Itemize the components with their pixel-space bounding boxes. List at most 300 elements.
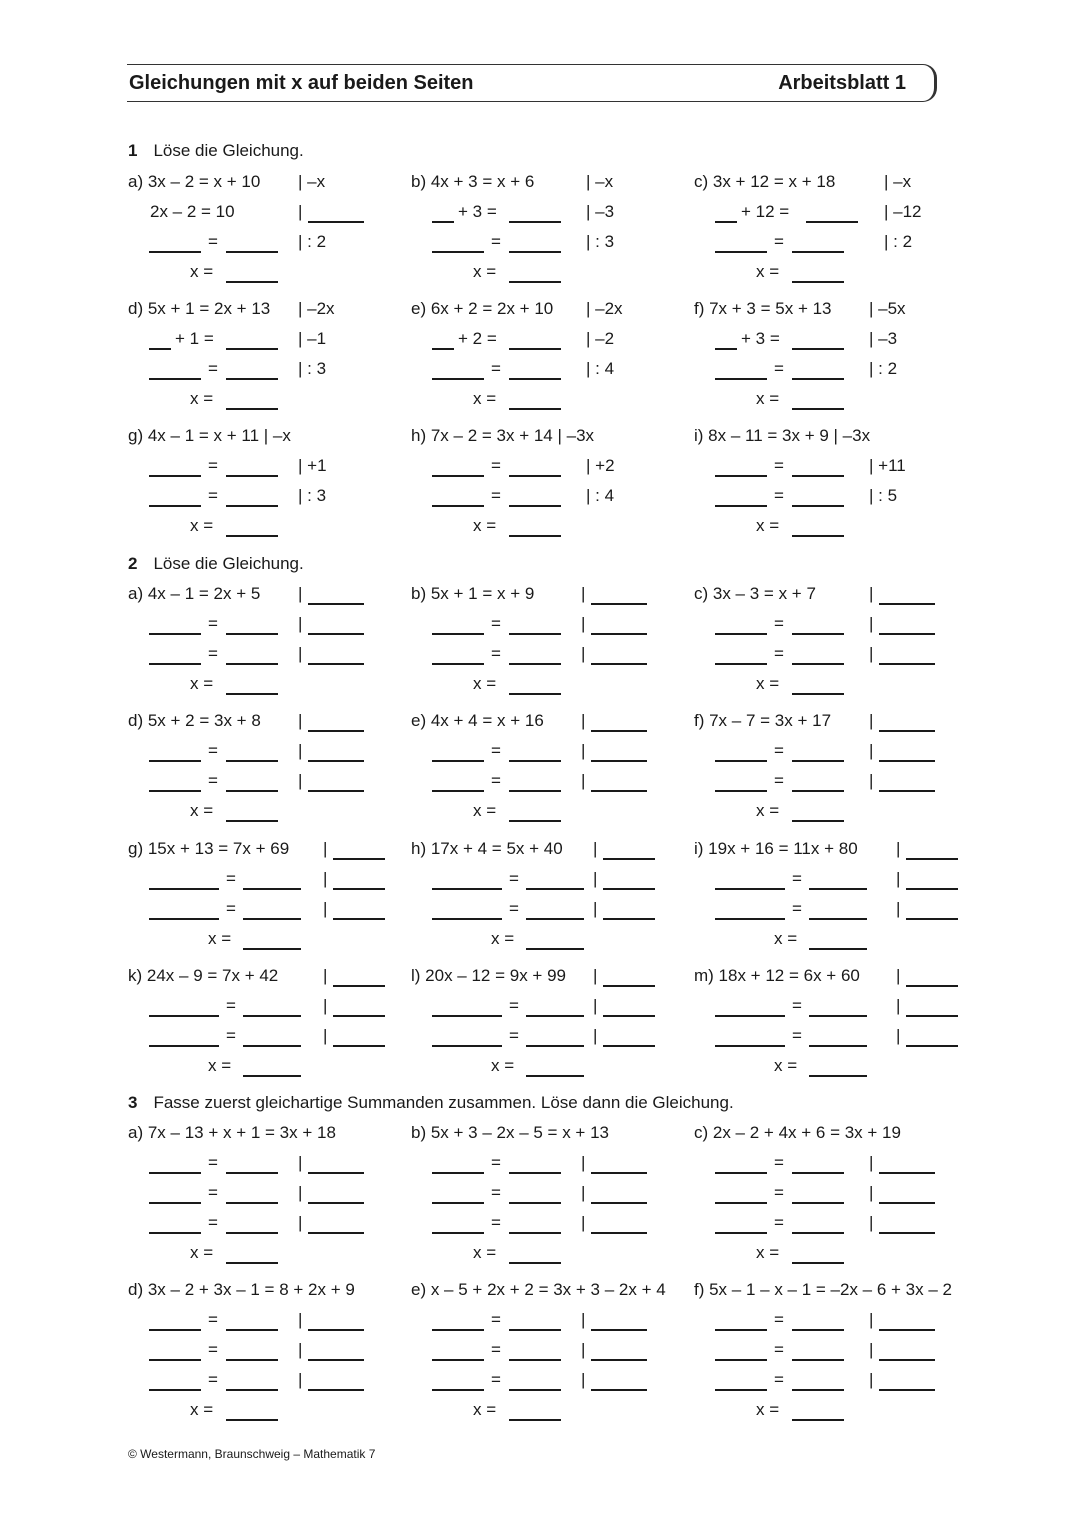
answer-blank[interactable] bbox=[509, 1359, 561, 1361]
operation-bar: | bbox=[593, 839, 598, 858]
operation-bar: | bbox=[896, 1026, 901, 1045]
exercise-label: g) 15x + 13 = 7x + 69 bbox=[128, 839, 290, 858]
answer-blank[interactable] bbox=[432, 918, 502, 920]
answer-blank[interactable] bbox=[792, 1262, 844, 1264]
operation-label: | –2x bbox=[298, 299, 335, 318]
answer-blank[interactable] bbox=[715, 633, 767, 635]
answer-blank[interactable] bbox=[603, 1015, 655, 1017]
answer-blank[interactable] bbox=[792, 1202, 844, 1204]
answer-blank[interactable] bbox=[715, 918, 785, 920]
operation-bar: | bbox=[323, 1026, 328, 1045]
answer-blank[interactable] bbox=[432, 1045, 502, 1047]
answer-blank[interactable] bbox=[149, 1172, 201, 1174]
answer-blank[interactable] bbox=[226, 1172, 278, 1174]
equals-sign: = bbox=[208, 1310, 218, 1329]
exercise-label: g) 4x – 1 = x + 11 | –x bbox=[128, 426, 291, 445]
answer-blank[interactable] bbox=[243, 1075, 301, 1077]
answer-blank[interactable] bbox=[432, 1389, 484, 1391]
answer-blank[interactable] bbox=[591, 1329, 647, 1331]
answer-blank[interactable] bbox=[509, 693, 561, 695]
answer-blank[interactable] bbox=[792, 1232, 844, 1234]
answer-blank[interactable] bbox=[308, 1232, 364, 1234]
answer-blank[interactable] bbox=[879, 1232, 935, 1234]
answer-blank[interactable] bbox=[149, 918, 219, 920]
answer-blank[interactable] bbox=[906, 1045, 958, 1047]
answer-blank[interactable] bbox=[149, 378, 201, 380]
answer-blank[interactable] bbox=[149, 505, 201, 507]
answer-blank[interactable] bbox=[526, 888, 584, 890]
equals-sign: = bbox=[491, 486, 501, 505]
answer-blank[interactable] bbox=[715, 888, 785, 890]
answer-blank[interactable] bbox=[906, 1015, 958, 1017]
answer-blank[interactable] bbox=[432, 378, 484, 380]
answer-blank[interactable] bbox=[226, 505, 278, 507]
section-2-heading bbox=[128, 554, 304, 574]
answer-blank[interactable] bbox=[792, 1172, 844, 1174]
result-label: x = bbox=[190, 801, 214, 820]
result-label: x = bbox=[473, 674, 497, 693]
answer-blank[interactable] bbox=[806, 221, 858, 223]
answer-blank[interactable] bbox=[509, 475, 561, 477]
operation-bar: | bbox=[869, 741, 874, 760]
answer-blank[interactable] bbox=[333, 888, 385, 890]
answer-blank[interactable] bbox=[591, 603, 647, 605]
worksheet-number: Arbeitsblatt 1 bbox=[778, 72, 906, 94]
result-label: x = bbox=[208, 1056, 232, 1075]
answer-blank[interactable] bbox=[715, 790, 767, 792]
answer-blank[interactable] bbox=[333, 918, 385, 920]
answer-blank[interactable] bbox=[333, 858, 385, 860]
answer-blank[interactable] bbox=[149, 348, 171, 350]
answer-blank[interactable] bbox=[509, 408, 561, 410]
operation-bar: | bbox=[869, 1340, 874, 1359]
answer-blank[interactable] bbox=[509, 790, 561, 792]
answer-blank[interactable] bbox=[715, 475, 767, 477]
answer-blank[interactable] bbox=[226, 348, 278, 350]
answer-blank[interactable] bbox=[432, 221, 454, 223]
answer-blank[interactable] bbox=[591, 663, 647, 665]
answer-blank[interactable] bbox=[149, 1329, 201, 1331]
answer-blank[interactable] bbox=[308, 603, 364, 605]
exercise-label: m) 18x + 12 = 6x + 60 bbox=[694, 966, 860, 985]
answer-blank[interactable] bbox=[226, 790, 278, 792]
answer-blank[interactable] bbox=[792, 633, 844, 635]
answer-blank[interactable] bbox=[526, 1045, 584, 1047]
answer-blank[interactable] bbox=[308, 760, 364, 762]
answer-blank[interactable] bbox=[792, 348, 844, 350]
result-label: x = bbox=[756, 262, 780, 281]
answer-blank[interactable] bbox=[226, 1389, 278, 1391]
answer-blank[interactable] bbox=[809, 1075, 867, 1077]
answer-blank[interactable] bbox=[432, 790, 484, 792]
answer-blank[interactable] bbox=[715, 1389, 767, 1391]
operation-bar: | bbox=[323, 839, 328, 858]
answer-blank[interactable] bbox=[509, 535, 561, 537]
equals-sign: = bbox=[226, 869, 236, 888]
answer-blank[interactable] bbox=[792, 505, 844, 507]
answer-blank[interactable] bbox=[308, 1172, 364, 1174]
answer-blank[interactable] bbox=[603, 888, 655, 890]
operation-bar: | bbox=[896, 996, 901, 1015]
answer-blank[interactable] bbox=[591, 1389, 647, 1391]
operation-label: | –2x bbox=[586, 299, 623, 318]
section-number: 1 bbox=[128, 141, 138, 160]
answer-blank[interactable] bbox=[603, 985, 655, 987]
operation-bar: | bbox=[323, 966, 328, 985]
answer-blank[interactable] bbox=[509, 760, 561, 762]
answer-blank[interactable] bbox=[509, 348, 561, 350]
section-title: Löse die Gleichung. bbox=[153, 554, 304, 573]
answer-blank[interactable] bbox=[226, 1419, 278, 1421]
answer-blank[interactable] bbox=[226, 820, 278, 822]
answer-blank[interactable] bbox=[432, 760, 484, 762]
result-label: x = bbox=[756, 516, 780, 535]
operation-bar: | bbox=[896, 899, 901, 918]
operation-label: | : 3 bbox=[298, 359, 327, 378]
section-3-heading bbox=[128, 1093, 734, 1113]
answer-blank[interactable] bbox=[715, 348, 737, 350]
equals-sign: = bbox=[491, 456, 501, 475]
operation-label: | –3 bbox=[869, 329, 898, 348]
answer-blank[interactable] bbox=[591, 633, 647, 635]
operation-label: | –2 bbox=[586, 329, 615, 348]
answer-blank[interactable] bbox=[509, 1172, 561, 1174]
answer-blank[interactable] bbox=[149, 1232, 201, 1234]
exercise-label: i) 19x + 16 = 11x + 80 bbox=[694, 839, 858, 858]
exercise-label: f) 7x + 3 = 5x + 13 bbox=[694, 299, 832, 318]
answer-blank[interactable] bbox=[308, 1359, 364, 1361]
answer-blank[interactable] bbox=[792, 475, 844, 477]
answer-blank[interactable] bbox=[149, 1045, 219, 1047]
equals-sign: = bbox=[208, 1153, 218, 1172]
answer-blank[interactable] bbox=[149, 633, 201, 635]
answer-blank[interactable] bbox=[226, 408, 278, 410]
answer-blank[interactable] bbox=[149, 1389, 201, 1391]
answer-blank[interactable] bbox=[879, 1389, 935, 1391]
answer-blank[interactable] bbox=[792, 790, 844, 792]
answer-blank[interactable] bbox=[149, 1202, 201, 1204]
operation-bar: | bbox=[581, 1310, 586, 1329]
result-label: x = bbox=[190, 1400, 214, 1419]
answer-blank[interactable] bbox=[809, 1015, 867, 1017]
equals-sign: = bbox=[774, 486, 784, 505]
operation-label: | : 2 bbox=[884, 232, 913, 251]
answer-blank[interactable] bbox=[792, 693, 844, 695]
answer-blank[interactable] bbox=[526, 948, 584, 950]
answer-blank[interactable] bbox=[243, 888, 301, 890]
answer-blank[interactable] bbox=[149, 663, 201, 665]
answer-blank[interactable] bbox=[792, 535, 844, 537]
answer-blank[interactable] bbox=[792, 378, 844, 380]
exercise-label: c) 3x + 12 = x + 18 bbox=[694, 172, 836, 191]
equals-sign: = bbox=[491, 1213, 501, 1232]
answer-blank[interactable] bbox=[591, 760, 647, 762]
operation-bar: | bbox=[869, 711, 874, 730]
answer-blank[interactable] bbox=[792, 1419, 844, 1421]
result-label: x = bbox=[473, 1400, 497, 1419]
answer-blank[interactable] bbox=[809, 948, 867, 950]
answer-blank[interactable] bbox=[715, 378, 767, 380]
answer-blank[interactable] bbox=[792, 281, 844, 283]
answer-blank[interactable] bbox=[243, 948, 301, 950]
answer-blank[interactable] bbox=[879, 1172, 935, 1174]
answer-blank[interactable] bbox=[591, 1172, 647, 1174]
operation-bar: | bbox=[896, 966, 901, 985]
operation-bar: | bbox=[581, 741, 586, 760]
answer-blank[interactable] bbox=[308, 730, 364, 732]
answer-blank[interactable] bbox=[509, 378, 561, 380]
equals-sign: = bbox=[774, 614, 784, 633]
equals-sign: = bbox=[491, 771, 501, 790]
result-label: x = bbox=[473, 389, 497, 408]
operation-bar: | bbox=[593, 1026, 598, 1045]
answer-blank[interactable] bbox=[226, 1359, 278, 1361]
answer-blank[interactable] bbox=[509, 663, 561, 665]
answer-blank[interactable] bbox=[243, 1015, 301, 1017]
answer-blank[interactable] bbox=[226, 663, 278, 665]
answer-blank[interactable] bbox=[243, 918, 301, 920]
answer-blank[interactable] bbox=[603, 918, 655, 920]
answer-blank[interactable] bbox=[432, 1359, 484, 1361]
equals-sign: = bbox=[208, 1183, 218, 1202]
equals-sign: = bbox=[208, 1370, 218, 1389]
answer-blank[interactable] bbox=[715, 1329, 767, 1331]
answer-blank[interactable] bbox=[509, 221, 561, 223]
answer-blank[interactable] bbox=[509, 1389, 561, 1391]
result-label: x = bbox=[208, 929, 232, 948]
answer-blank[interactable] bbox=[226, 378, 278, 380]
answer-blank[interactable] bbox=[526, 1015, 584, 1017]
exercise-label: i) 8x – 11 = 3x + 9 | –3x bbox=[694, 426, 871, 445]
answer-blank[interactable] bbox=[879, 1202, 935, 1204]
equals-sign: = bbox=[509, 869, 519, 888]
answer-blank[interactable] bbox=[149, 475, 201, 477]
operation-bar: | bbox=[593, 869, 598, 888]
answer-blank[interactable] bbox=[149, 251, 201, 253]
answer-blank[interactable] bbox=[226, 535, 278, 537]
answer-blank[interactable] bbox=[509, 1262, 561, 1264]
equals-sign: = bbox=[792, 869, 802, 888]
answer-blank[interactable] bbox=[526, 918, 584, 920]
answer-blank[interactable] bbox=[906, 888, 958, 890]
equals-sign: = bbox=[208, 486, 218, 505]
operation-label: | +11 bbox=[869, 456, 906, 475]
answer-blank[interactable] bbox=[149, 888, 219, 890]
answer-blank[interactable] bbox=[243, 1045, 301, 1047]
equals-sign: = bbox=[208, 644, 218, 663]
answer-blank[interactable] bbox=[879, 1329, 935, 1331]
answer-blank[interactable] bbox=[809, 1045, 867, 1047]
answer-blank[interactable] bbox=[715, 1232, 767, 1234]
result-label: x = bbox=[756, 1243, 780, 1262]
answer-blank[interactable] bbox=[509, 1232, 561, 1234]
operation-bar: | bbox=[298, 1183, 303, 1202]
answer-blank[interactable] bbox=[792, 1359, 844, 1361]
given-step: 2x – 2 = 10 bbox=[150, 202, 235, 221]
answer-blank[interactable] bbox=[792, 760, 844, 762]
answer-blank[interactable] bbox=[591, 1359, 647, 1361]
section-title: Fasse zuerst gleichartige Summanden zusammen. Löse dann die Gleichung. bbox=[153, 1093, 734, 1112]
answer-blank[interactable] bbox=[509, 1202, 561, 1204]
answer-blank[interactable] bbox=[149, 790, 201, 792]
answer-blank[interactable] bbox=[715, 760, 767, 762]
answer-blank[interactable] bbox=[906, 918, 958, 920]
answer-blank[interactable] bbox=[149, 1015, 219, 1017]
answer-blank[interactable] bbox=[432, 1015, 502, 1017]
answer-blank[interactable] bbox=[792, 1329, 844, 1331]
answer-blank[interactable] bbox=[715, 505, 767, 507]
result-label: x = bbox=[473, 516, 497, 535]
answer-blank[interactable] bbox=[792, 820, 844, 822]
answer-blank[interactable] bbox=[308, 790, 364, 792]
answer-blank[interactable] bbox=[333, 1015, 385, 1017]
answer-blank[interactable] bbox=[715, 1015, 785, 1017]
answer-blank[interactable] bbox=[226, 760, 278, 762]
operation-bar: | bbox=[869, 1213, 874, 1232]
answer-blank[interactable] bbox=[432, 888, 502, 890]
result-label: x = bbox=[774, 1056, 798, 1075]
answer-blank[interactable] bbox=[879, 730, 935, 732]
equals-sign: = bbox=[491, 644, 501, 663]
operation-bar: | bbox=[323, 996, 328, 1015]
answer-blank[interactable] bbox=[333, 1045, 385, 1047]
answer-blank[interactable] bbox=[149, 760, 201, 762]
answer-blank[interactable] bbox=[809, 918, 867, 920]
answer-blank[interactable] bbox=[715, 251, 767, 253]
answer-blank[interactable] bbox=[226, 1262, 278, 1264]
operation-label: | +1 bbox=[298, 456, 327, 475]
answer-blank[interactable] bbox=[308, 1389, 364, 1391]
answer-blank[interactable] bbox=[809, 888, 867, 890]
answer-blank[interactable] bbox=[226, 281, 278, 283]
answer-blank[interactable] bbox=[432, 1172, 484, 1174]
answer-blank[interactable] bbox=[715, 221, 737, 223]
equals-sign: = bbox=[208, 614, 218, 633]
answer-blank[interactable] bbox=[591, 1202, 647, 1204]
equals-sign: = bbox=[774, 359, 784, 378]
operation-bar: | bbox=[298, 1213, 303, 1232]
answer-blank[interactable] bbox=[792, 408, 844, 410]
section-number: 3 bbox=[128, 1093, 138, 1112]
answer-blank[interactable] bbox=[509, 1419, 561, 1421]
answer-blank[interactable] bbox=[792, 251, 844, 253]
result-label: x = bbox=[491, 1056, 515, 1075]
answer-blank[interactable] bbox=[603, 858, 655, 860]
exercise-label: h) 7x – 2 = 3x + 14 | –3x bbox=[411, 426, 595, 445]
answer-blank[interactable] bbox=[906, 985, 958, 987]
answer-blank[interactable] bbox=[792, 1389, 844, 1391]
result-label: x = bbox=[756, 1400, 780, 1419]
answer-blank[interactable] bbox=[308, 663, 364, 665]
operation-bar: | bbox=[869, 1370, 874, 1389]
answer-blank[interactable] bbox=[333, 985, 385, 987]
answer-blank[interactable] bbox=[591, 1232, 647, 1234]
answer-blank[interactable] bbox=[226, 1329, 278, 1331]
equals-sign: = bbox=[774, 232, 784, 251]
answer-blank[interactable] bbox=[879, 1359, 935, 1361]
equals-sign: = bbox=[208, 232, 218, 251]
answer-blank[interactable] bbox=[226, 251, 278, 253]
answer-blank[interactable] bbox=[308, 633, 364, 635]
footer-copyright: © Westermann, Braunschweig – Mathematik 7 bbox=[128, 1447, 376, 1461]
operation-bar: | bbox=[581, 614, 586, 633]
exercise-label: a) 4x – 1 = 2x + 5 bbox=[128, 584, 261, 603]
equals-sign: = bbox=[774, 1370, 784, 1389]
answer-blank[interactable] bbox=[432, 475, 484, 477]
answer-blank[interactable] bbox=[149, 1359, 201, 1361]
answer-blank[interactable] bbox=[715, 1202, 767, 1204]
operation-label: | –x bbox=[298, 172, 326, 191]
answer-blank[interactable] bbox=[715, 1359, 767, 1361]
equals-sign: = bbox=[491, 232, 501, 251]
answer-blank[interactable] bbox=[792, 663, 844, 665]
answer-blank[interactable] bbox=[715, 1045, 785, 1047]
answer-blank[interactable] bbox=[509, 820, 561, 822]
answer-blank[interactable] bbox=[879, 663, 935, 665]
answer-blank[interactable] bbox=[432, 1329, 484, 1331]
answer-blank[interactable] bbox=[432, 633, 484, 635]
answer-blank[interactable] bbox=[906, 858, 958, 860]
answer-blank[interactable] bbox=[509, 251, 561, 253]
result-label: x = bbox=[190, 516, 214, 535]
answer-blank[interactable] bbox=[432, 1202, 484, 1204]
operation-bar: | bbox=[298, 202, 303, 221]
answer-blank[interactable] bbox=[226, 1232, 278, 1234]
answer-blank[interactable] bbox=[509, 281, 561, 283]
equals-sign: = bbox=[774, 1153, 784, 1172]
operation-bar: | bbox=[869, 771, 874, 790]
answer-blank[interactable] bbox=[509, 505, 561, 507]
answer-blank[interactable] bbox=[715, 1172, 767, 1174]
answer-blank[interactable] bbox=[879, 760, 935, 762]
answer-blank[interactable] bbox=[879, 790, 935, 792]
equals-sign: = bbox=[774, 1310, 784, 1329]
answer-blank[interactable] bbox=[226, 1202, 278, 1204]
answer-blank[interactable] bbox=[226, 475, 278, 477]
answer-blank[interactable] bbox=[226, 693, 278, 695]
operation-bar: | bbox=[581, 1340, 586, 1359]
answer-blank[interactable] bbox=[591, 730, 647, 732]
equals-sign: = bbox=[491, 1153, 501, 1172]
answer-blank[interactable] bbox=[432, 1232, 484, 1234]
answer-blank[interactable] bbox=[509, 633, 561, 635]
answer-blank[interactable] bbox=[715, 663, 767, 665]
equals-sign: = bbox=[491, 1183, 501, 1202]
worksheet-title: Gleichungen mit x auf beiden Seiten bbox=[129, 72, 474, 94]
answer-blank[interactable] bbox=[432, 251, 484, 253]
equals-sign: = bbox=[226, 996, 236, 1015]
answer-blank[interactable] bbox=[308, 221, 364, 223]
answer-blank[interactable] bbox=[308, 1202, 364, 1204]
answer-blank[interactable] bbox=[526, 1075, 584, 1077]
answer-blank[interactable] bbox=[603, 1045, 655, 1047]
answer-blank[interactable] bbox=[226, 633, 278, 635]
answer-blank[interactable] bbox=[879, 633, 935, 635]
answer-blank[interactable] bbox=[432, 348, 454, 350]
answer-blank[interactable] bbox=[432, 505, 484, 507]
answer-blank[interactable] bbox=[879, 603, 935, 605]
equals-sign: = bbox=[208, 359, 218, 378]
answer-blank[interactable] bbox=[509, 1329, 561, 1331]
answer-blank[interactable] bbox=[308, 1329, 364, 1331]
answer-blank[interactable] bbox=[591, 790, 647, 792]
equals-sign: = bbox=[491, 741, 501, 760]
operation-bar: | bbox=[581, 1183, 586, 1202]
operation-bar: | bbox=[581, 1370, 586, 1389]
answer-blank[interactable] bbox=[432, 663, 484, 665]
operation-label: | : 2 bbox=[298, 232, 327, 251]
operation-bar: | bbox=[581, 771, 586, 790]
